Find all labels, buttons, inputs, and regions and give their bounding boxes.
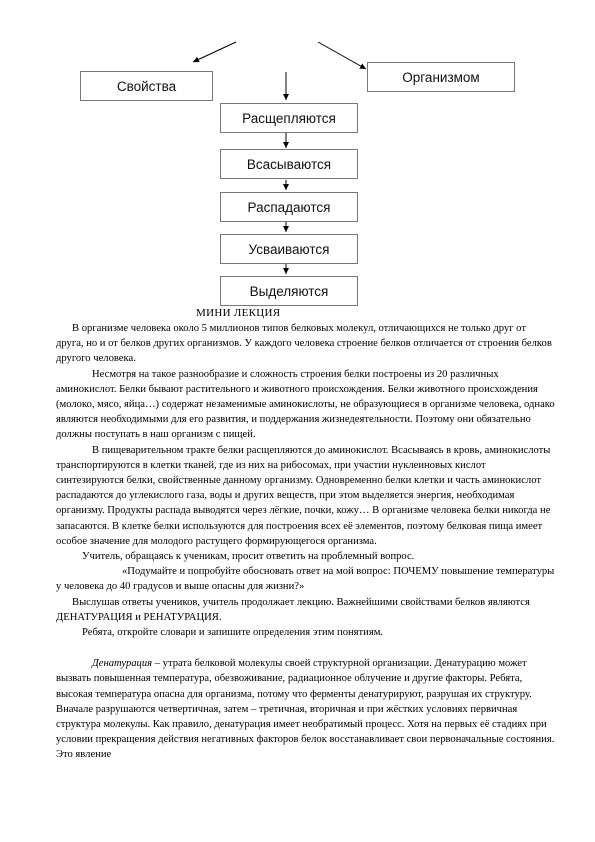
arrow-to-organizmom — [318, 42, 366, 69]
paragraph-6: Выслушав ответы учеников, учитель продолжает лекцию. Важнейшими свойствами белков являются ДЕНАТУРАЦИЯ и РЕНАТУРАЦИЯ. — [56, 596, 530, 623]
box-usvaivayutsya: Усваиваются — [220, 234, 358, 264]
lecture-title: МИНИ ЛЕКЦИЯ — [196, 307, 281, 319]
paragraph-8-text: – утрата белковой молекулы своей структурной организации. Денатурацию может вызвать повышенная температура, обезвоживание, радиационное облучение и другие факторы. Ребята, высокая температура опасна для организма, потому что ферменты денатурируют, разрушая их структуру. Вначале разрушаются четвертичная, затем – третичная, вторичная и при жёстких условиях первичная структура молекулы. Как правило, денатурация имеет необратимый процесс. Хотя на первых её стадиях при условии прекращения действия негативных факторов белок восстанавливает свои первоначальные состояния. Это явление — [56, 658, 555, 761]
box-rasshcheplyayutsya: Расщепляются — [220, 103, 358, 133]
arrow-to-svoistva — [193, 42, 236, 62]
lecture-body — [56, 321, 556, 763]
box-organizmom: Организмом — [367, 62, 515, 92]
box-raspadayutsya: Распадаются — [220, 192, 358, 222]
paragraph-7: Ребята, откройте словари и запишите определения этим понятиям. — [82, 627, 384, 639]
paragraph-3: В пищеварительном тракте белки расщепляются до аминокислот. Всасываясь в кровь, аминокислоты транспортируются в клетки тканей, где из них на рибосомах, при участии нуклеиновых кислот синтезируются белки, свойственные данному организму. Одновременно белки клетки и часть аминокислот распадаются до углекислого газа, воды и других веществ, при этом выделяется энергия, необходимая организму. Продукты распада выводятся через лёгкие, почки, кожу… В организме человека белки никогда не запасаются. В клетке белки используются для построения всех её элементов, поэтому белковая пища имеет особое значение для молодого растущего формирующегося организма. — [56, 444, 551, 547]
flow-diagram — [0, 0, 595, 310]
box-vydelyayutsya: Выделяются — [220, 276, 358, 306]
term-denaturation: Денатурация — [92, 658, 153, 670]
paragraph-2: Несмотря на такое разнообразие и сложность строения белки построены из 20 различных аминокислот. Белки бывают растительного и животного происхождения. Белки животного происхождения (молоко, мясо, яйца…) содержат незаменимые аминокислоты, не образующиеся в организме человека, однако являются необходимыми для его развития, и поддержания жизнедеятельности. Поэтому они обязательно должны поступать в наш организм с пищей. — [56, 368, 555, 441]
paragraph-4: Учитель, обращаясь к ученикам, просит ответить на проблемный вопрос. — [82, 551, 415, 563]
paragraph-1: В организме человека около 5 миллионов типов белковых молекул, отличающихся не только друг от друга, но и от белков других организмов. У каждого человека строение белков отличается от строения белков другого человека. — [56, 323, 552, 365]
paragraph-5-question: «Подумайте и попробуйте обосновать ответ на мой вопрос: ПОЧЕМУ повышение температуры у человека до 40 градусов и выше опасны для жизни?» — [56, 566, 555, 593]
paragraph-8 — [56, 656, 556, 762]
box-vsasyvayutsya: Всасываются — [220, 149, 358, 179]
box-svoistva: Свойства — [80, 71, 213, 101]
